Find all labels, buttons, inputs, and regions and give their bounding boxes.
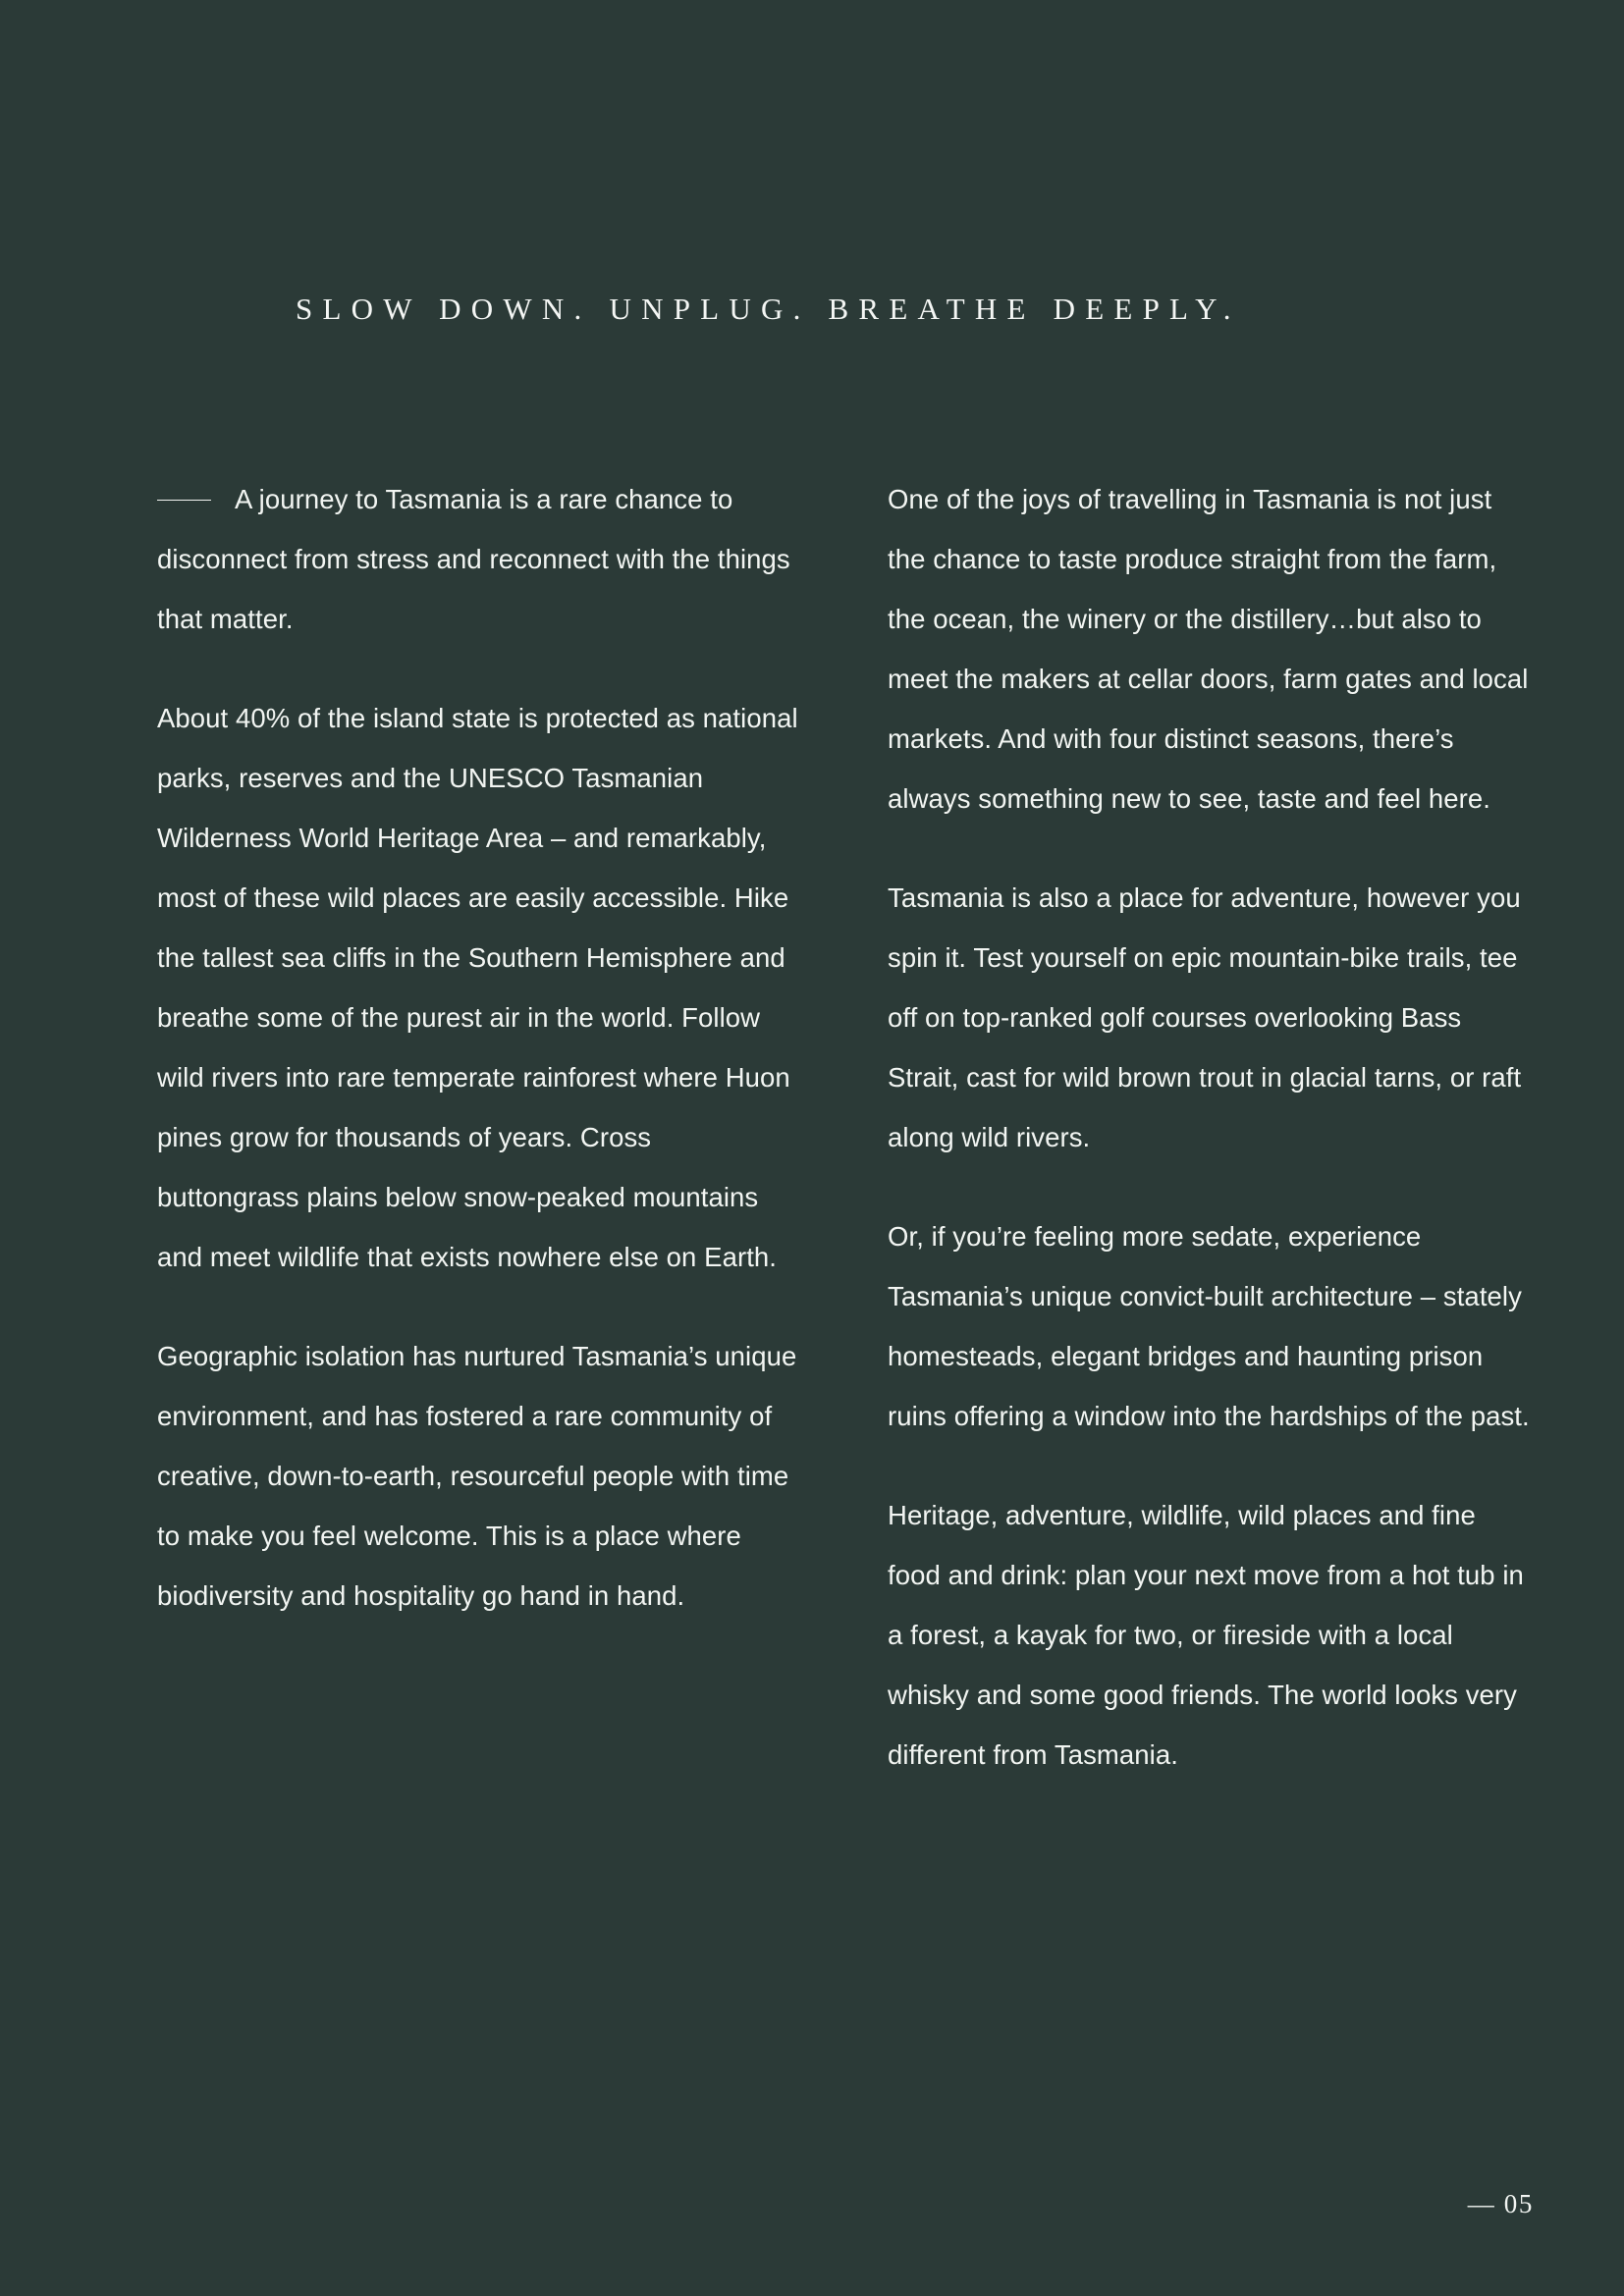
paragraph-text: A journey to Tasmania is a rare chance to disconnect from stress and reconnect with the things that matter.: [157, 484, 790, 634]
paragraph: Heritage, adventure, wildlife, wild places and fine food and drink: plan your next move from a hot tub in a forest, a kayak for two, or fireside with a local whisky and some good friends. The world looks very different from Tasmania.: [888, 1500, 1524, 1770]
page-title: SLOW DOWN. UNPLUG. BREATHE DEEPLY.: [296, 292, 1241, 326]
paragraph: [157, 469, 800, 649]
paragraph: Or, if you’re feeling more sedate, experience Tasmania’s unique convict-built architecture – stately homesteads, elegant bridges and haunting prison ruins offering a window into the hardships of the past.: [888, 1221, 1530, 1431]
paragraph: One of the joys of travelling in Tasmania is not just the chance to taste produce straight from the farm, the ocean, the winery or the distillery…but also to meet the makers at cellar doors, farm gates and local markets. And with four distinct seasons, there’s always something new to see, taste and feel here.: [888, 484, 1529, 814]
paragraph: Geographic isolation has nurtured Tasmania’s unique environment, and has fostered a rare community of creative, down-to-earth, resourceful people with time to make you feel welcome. This is a place where biodiversity and hospitality go hand in hand.: [157, 1341, 797, 1611]
body-columns: [157, 469, 1532, 1785]
paragraph: About 40% of the island state is protected as national parks, reserves and the UNESCO Tasmanian Wilderness World Heritage Area – and remarkably, most of these wild places are easily accessible. Hike the tallest sea cliffs in the Southern Hemisphere and breathe some of the purest air in the world. Follow wild rivers into rare temperate rainforest where Huon pines grow for thousands of years. Cross buttongrass plains below snow-peaked mountains and meet wildlife that exists nowhere else on Earth.: [157, 703, 798, 1272]
left-column: [157, 469, 800, 1785]
page-number: — 05: [1467, 2189, 1534, 2218]
right-column: [888, 469, 1531, 1785]
paragraph: Tasmania is also a place for adventure, however you spin it. Test yourself on epic mountain-bike trails, tee off on top-ranked golf courses overlooking Bass Strait, cast for wild brown trout in glacial tarns, or raft along wild rivers.: [888, 882, 1522, 1152]
lead-in-rule-icon: [157, 500, 211, 502]
